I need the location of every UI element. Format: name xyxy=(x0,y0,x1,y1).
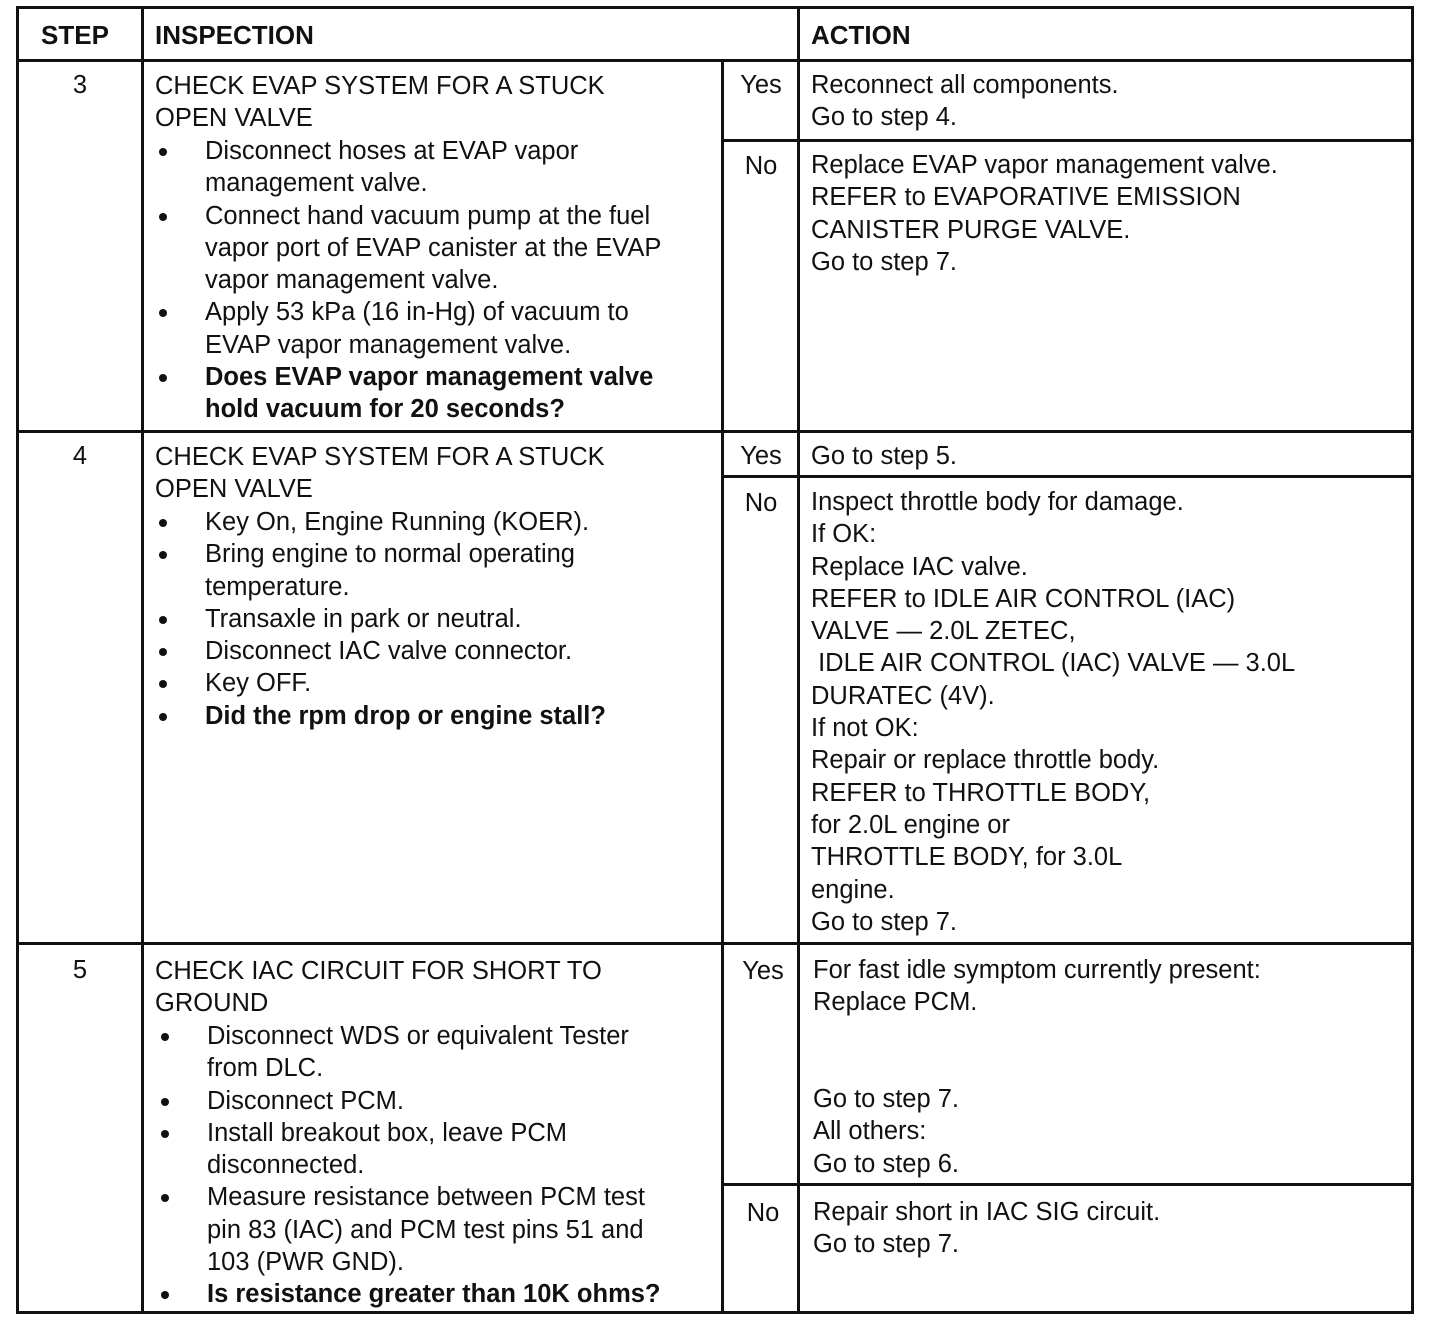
header-step: STEP xyxy=(41,20,109,50)
bullet-item: Key On, Engine Running (KOER). xyxy=(155,506,721,538)
inspection-title: CHECK EVAP SYSTEM FOR A STUCK OPEN VALVE xyxy=(155,72,605,133)
bullet-icon xyxy=(161,1194,169,1202)
bullet-item: Install breakout box, leave PCM disconnected. xyxy=(157,1117,721,1182)
row-4-divider xyxy=(19,942,1411,945)
row-5-yes-no-divider xyxy=(723,1183,1411,1186)
bullet-icon xyxy=(159,680,167,688)
bullet-icon xyxy=(159,519,167,527)
bullet-icon xyxy=(161,1033,169,1041)
no-action: Replace EVAP vapor management valve. REFER to EVAPORATIVE EMISSION CANISTER PURGE VALVE. Go to step 7. xyxy=(811,151,1278,276)
bullet-icon xyxy=(159,713,167,721)
yes-action: Go to step 5. xyxy=(811,442,958,470)
step-number: 5 xyxy=(72,956,88,984)
yes-label: Yes xyxy=(742,957,784,985)
row-3-yes-no-divider xyxy=(723,139,1411,142)
no-action: Repair short in IAC SIG circuit. Go to step 7. xyxy=(813,1198,1161,1259)
yes-action: For fast idle symptom currently present: Replace PCM. Go to step 7. All others: Go to step 6. xyxy=(813,956,1261,1178)
inspection-table xyxy=(16,6,1414,1314)
bullet-icon xyxy=(159,616,167,624)
action-column-divider xyxy=(797,9,800,1311)
header-divider xyxy=(19,59,1411,62)
bullet-item-question: Is resistance greater than 10K ohms? xyxy=(157,1278,721,1310)
inspection-title: CHECK EVAP SYSTEM FOR A STUCK OPEN VALVE xyxy=(155,443,605,504)
no-label: No xyxy=(744,489,778,517)
yes-action: Reconnect all components. Go to step 4. xyxy=(811,71,1119,132)
yes-label: Yes xyxy=(740,442,782,470)
bullet-icon xyxy=(159,213,167,221)
step-column-divider xyxy=(141,9,144,1311)
header-inspection: INSPECTION xyxy=(155,20,314,50)
bullet-item: Disconnect WDS or equivalent Tester from DLC. xyxy=(157,1020,721,1085)
inspection-yesno-divider xyxy=(721,59,724,1311)
header-action: ACTION xyxy=(811,20,911,50)
bullet-icon xyxy=(159,551,167,559)
bullet-item: Transaxle in park or neutral. xyxy=(155,603,721,635)
bullet-item: Disconnect PCM. xyxy=(157,1085,721,1117)
bullet-icon xyxy=(161,1291,169,1299)
step-number: 4 xyxy=(72,442,88,470)
bullet-item: Key OFF. xyxy=(155,667,721,699)
bullet-item-question: Does EVAP vapor management valve hold vacuum for 20 seconds? xyxy=(155,361,721,426)
inspection-bullets xyxy=(155,135,721,426)
no-action: Inspect throttle body for damage. If OK: Replace IAC valve. REFER to IDLE AIR CONTROL (IAC) VALVE — 2.0L ZETEC, IDLE AIR CONTROL (IAC) VALVE — 3.0L DURATEC (4V). If not OK: Repair or replace throttle body. REFER to THROTTLE BODY, for 2.0L engine or THROTTLE BODY, for 3.0L engine. Go to step 7. xyxy=(811,488,1296,936)
inspection-bullets xyxy=(155,506,721,732)
bullet-item: Disconnect hoses at EVAP vapor management valve. xyxy=(155,135,721,200)
no-label: No xyxy=(746,1199,780,1227)
bullet-icon xyxy=(159,648,167,656)
inspection-bullets xyxy=(157,1020,721,1311)
bullet-item: Bring engine to normal operating temperature. xyxy=(155,538,721,603)
bullet-icon xyxy=(161,1098,169,1106)
row-3-divider xyxy=(19,430,1411,433)
bullet-icon xyxy=(159,374,167,382)
inspection-title: CHECK IAC CIRCUIT FOR SHORT TO GROUND xyxy=(155,957,602,1018)
no-label: No xyxy=(744,152,778,180)
bullet-item: Disconnect IAC valve connector. xyxy=(155,635,721,667)
bullet-item: Measure resistance between PCM test pin 83 (IAC) and PCM test pins 51 and 103 (PWR GND). xyxy=(157,1181,721,1278)
bullet-item: Connect hand vacuum pump at the fuel vapor port of EVAP canister at the EVAP vapor management valve. xyxy=(155,200,721,297)
yes-label: Yes xyxy=(740,71,782,99)
bullet-icon xyxy=(159,309,167,317)
bullet-icon xyxy=(161,1130,169,1138)
row-4-yes-no-divider xyxy=(723,475,1411,478)
bullet-icon xyxy=(159,148,167,156)
step-number: 3 xyxy=(72,71,88,99)
bullet-item: Apply 53 kPa (16 in-Hg) of vacuum to EVAP vapor management valve. xyxy=(155,296,721,361)
bullet-item-question: Did the rpm drop or engine stall? xyxy=(155,700,721,732)
